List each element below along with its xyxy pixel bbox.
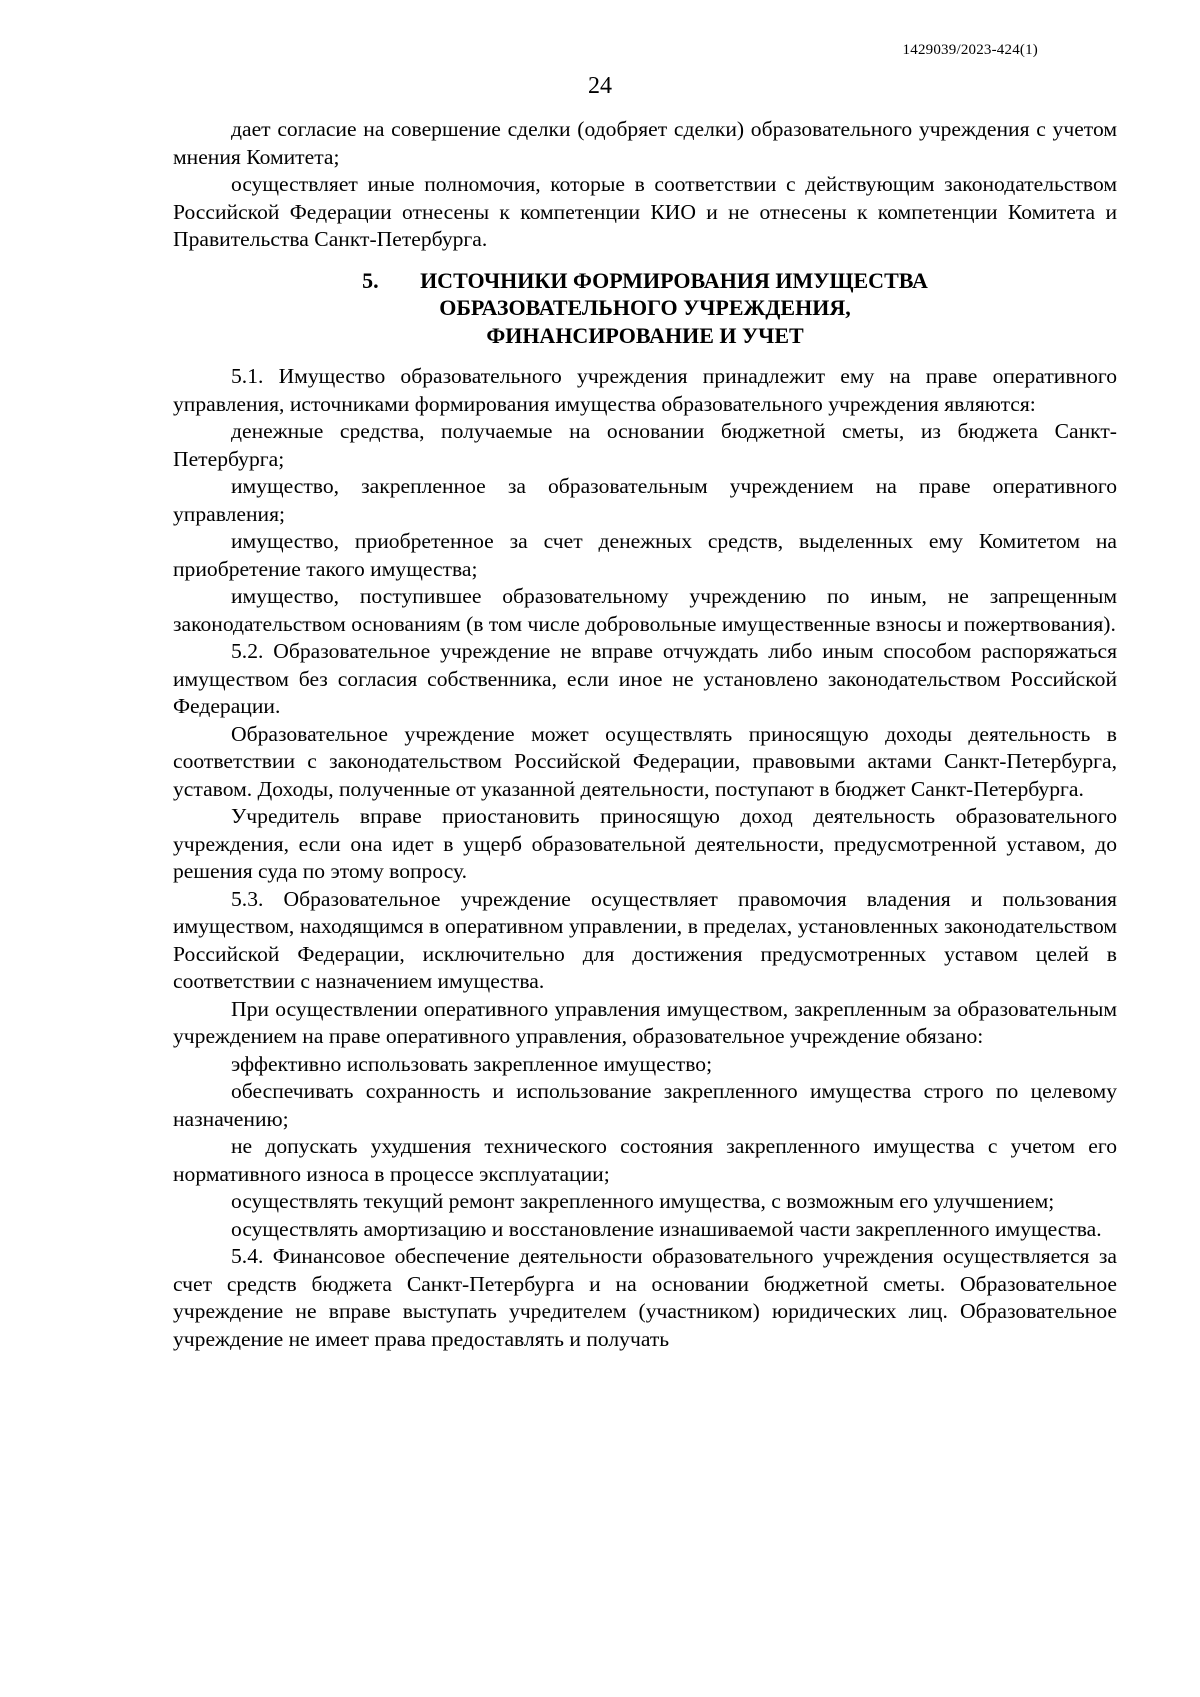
paragraph-5-1: 5.1. Имущество образовательного учреждения принадлежит ему на праве оперативного управления, источниками формирования имущества образовательного учреждения являются: <box>173 364 1117 416</box>
paragraph-5-3-c: обеспечивать сохранность и использование закрепленного имущества строго по целевому назначению; <box>173 1079 1117 1131</box>
page-number: 24 <box>588 73 612 99</box>
paragraph-5-3-f: осуществлять амортизацию и восстановление изнашиваемой части закрепленного имущества. <box>231 1216 1102 1241</box>
paragraph-5-3-d: не допускать ухудшения технического состояния закрепленного имущества с учетом его нормативного износа в процессе эксплуатации; <box>173 1134 1117 1186</box>
section-5-title-line-1: ИСТОЧНИКИ ФОРМИРОВАНИЯ ИМУЩЕСТВА <box>420 267 928 293</box>
paragraph-5-1-d: имущество, поступившее образовательному учреждению по иным, не запрещенным законодательством основаниям (в том числе добровольные имущественные взносы и пожертвования). <box>173 584 1117 636</box>
paragraph-5-3-b: эффективно использовать закрепленное имущество; <box>231 1051 713 1076</box>
section-5-title-line-2: ОБРАЗОВАТЕЛЬНОГО УЧРЕЖДЕНИЯ, <box>439 295 851 320</box>
section-5-number: 5. <box>362 267 379 293</box>
section-5-heading <box>173 267 1117 350</box>
paragraph-5-2-a: Образовательное учреждение может осуществлять приносящую доходы деятельность в соответствии с законодательством Российской Федерации, правовыми актами Санкт-Петербурга, уставом. Доходы, полученные от указанной деятельности, поступают в бюджет Санкт-Петербурга. <box>173 721 1117 801</box>
paragraph-5-2-b: Учредитель вправе приостановить приносящую доход деятельность образовательного учреждения, если она идет в ущерб образовательной деятельности, предусмотренной уставом, до решения суда по этому вопросу. <box>173 804 1117 883</box>
paragraph-5-3: 5.3. Образовательное учреждение осуществляет правомочия владения и пользования имуществом, находящимся в оперативном управлении, в пределах, установленных законодательством Российской Федерации, исключительно для достижения предусмотренных уставом целей в соответствии с назначением имущества. <box>173 886 1117 993</box>
paragraph-intro-2: осуществляет иные полномочия, которые в соответствии с действующим законодательством Российской Федерации отнесены к компетенции КИО и не отнесены к компетенции Комитета и Правительства Санкт-Петербурга. <box>173 172 1117 251</box>
paragraph-5-3-a: При осуществлении оперативного управления имуществом, закрепленным за образовательным учреждением на праве оперативного управления, образовательное учреждение обязано: <box>173 996 1117 1048</box>
paragraph-5-2: 5.2. Образовательное учреждение не вправе отчуждать либо иным способом распоряжаться имуществом без согласия собственника, если иное не установлено законодательством Российской Федерации. <box>173 639 1117 718</box>
paragraph-5-1-b: имущество, закрепленное за образовательным учреждением на праве оперативного управления; <box>173 474 1117 526</box>
paragraph-5-4: 5.4. Финансовое обеспечение деятельности образовательного учреждения осуществляется за счет средств бюджета Санкт-Петербурга и на основании бюджетной сметы. Образовательное учреждение не вправе выступать учредителем (участником) юридических лиц. Образовательное учреждение не имеет права предоставлять и получать <box>173 1244 1117 1351</box>
paragraph-5-1-a: денежные средства, получаемые на основании бюджетной сметы, из бюджета Санкт-Петербурга; <box>173 419 1117 471</box>
paragraph-intro-1: дает согласие на совершение сделки (одобряет сделки) образовательного учреждения с учетом мнения Комитета; <box>173 117 1117 169</box>
paragraph-5-1-c: имущество, приобретенное за счет денежных средств, выделенных ему Комитетом на приобретение такого имущества; <box>173 529 1117 581</box>
paragraph-5-3-e: осуществлять текущий ремонт закрепленного имущества, с возможным его улучшением; <box>231 1189 1055 1213</box>
document-body <box>173 116 1117 1353</box>
document-number: 1429039/2023-424(1) <box>902 42 1038 58</box>
section-5-title-line-3: ФИНАНСИРОВАНИЕ И УЧЕТ <box>486 322 804 348</box>
